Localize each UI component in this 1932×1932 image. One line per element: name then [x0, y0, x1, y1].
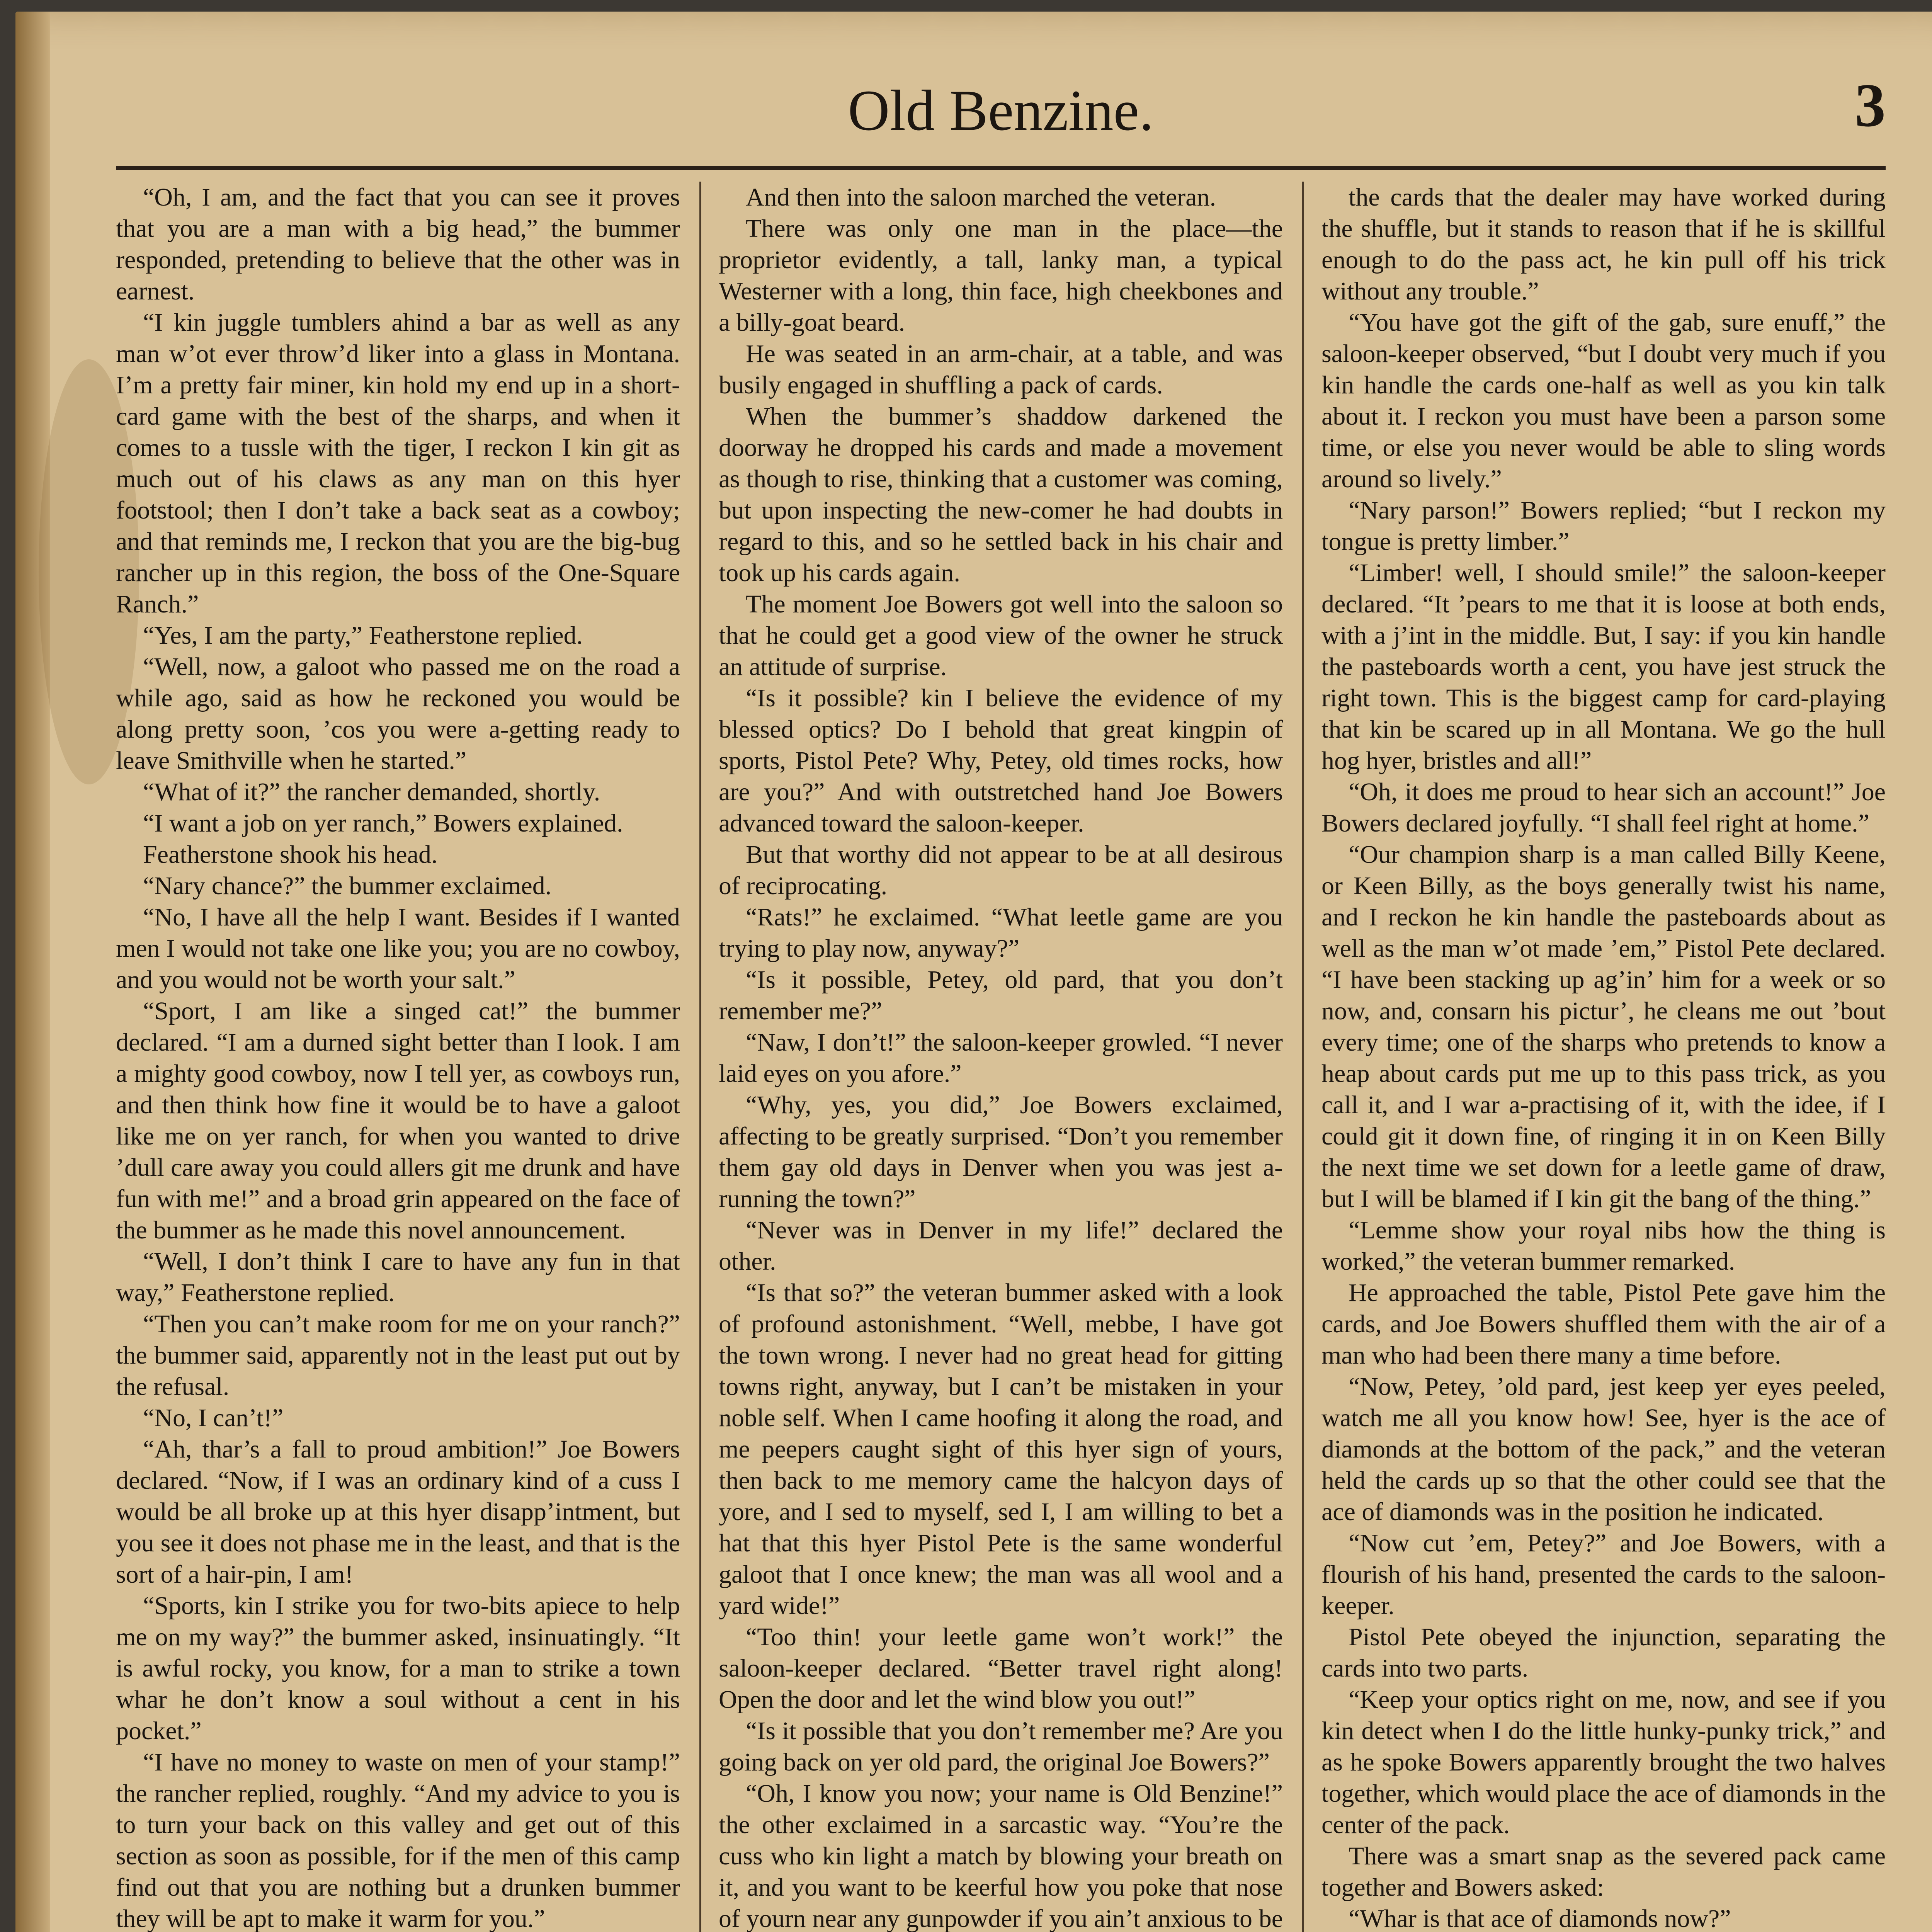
paragraph: “Lemme show your royal nibs how the thing is worked,” the veteran bummer remarked.: [1321, 1216, 1886, 1276]
paragraph: “You have got the gift of the gab, sure enuff,” the saloon-keeper observed, “but I doubt very much if you kin handle the cards one-half as well as you kin talk about it. I reckon you must have been a parson some time, or else you never would be able to sling words around so lively.”: [1321, 308, 1886, 493]
paragraph: “Naw, I don’t!” the saloon-keeper growled. “I never laid eyes on you afore.”: [719, 1028, 1283, 1088]
paragraph: the cards that the dealer may have worked during the shuffle, but it stands to reason that if he is skillful enough to do the pass act, he kin pull off his trick without any trouble.”: [1321, 183, 1886, 305]
paragraph: “Now cut ’em, Petey?” and Joe Bowers, with a flourish of his hand, presented the cards to the saloon-keeper.: [1321, 1529, 1886, 1620]
header-rule: [116, 166, 1886, 170]
paragraph: He was seated in an arm-chair, at a table, and was busily engaged in shuffling a pack of cards.: [719, 340, 1283, 399]
paragraph: “Well, now, a galoot who passed me on the road a while ago, said as how he reckoned you would be along pretty soon, ’cos you were a-getting ready to leave Smithville when he started.”: [116, 653, 680, 775]
paragraph: And then into the saloon marched the veteran.: [746, 183, 1216, 211]
paragraph: “Never was in Denver in my life!” declared the other.: [719, 1216, 1283, 1276]
paragraph: “Now, Petey, ’old pard, jest keep yer eyes peeled, watch me all you know how! See, hyer is the ace of diamonds at the bottom of the pack,” and the veteran held the cards up so that the other could see that the ace of diamonds was in the position he indicated.: [1321, 1372, 1886, 1526]
text-columns: [116, 182, 1886, 1932]
paragraph: The moment Joe Bowers got well into the saloon so that he could get a good view of the owner he struck an attitude of surprise.: [719, 590, 1283, 681]
paragraph: “Whar is that ace of diamonds now?”: [1349, 1905, 1731, 1932]
paragraph: “Limber! well, I should smile!” the saloon-keeper declared. “It ’pears to me that it is loose at both ends, with a j’int in the middle. But, I say: if you kin handle the pasteboards worth a cent, you have jest struck the right town. This is the biggest camp for card-playing that kin be scared up in all Montana. We go the hull hog hyer, bristles and all!”: [1321, 559, 1886, 775]
page-binding: [15, 12, 50, 1932]
paragraph: But that worthy did not appear to be at all desirous of reciprocating.: [719, 840, 1283, 900]
column-divider: [699, 182, 701, 1932]
paragraph: “Sports, kin I strike you for two-bits apiece to help me on my way?” the bummer asked, insinuatingly. “It is awful rocky, you know, for a man to strike a town whar he don’t know a soul without a cent in his pocket.”: [116, 1592, 680, 1745]
paragraph: Pistol Pete obeyed the injunction, separating the cards into two parts.: [1321, 1623, 1886, 1682]
paragraph: “Oh, I am, and the fact that you can see it proves that you are a man with a big head,” the bummer responded, pretending to believe that the other was in earnest.: [116, 183, 680, 305]
paragraph: “Nary parson!” Bowers replied; “but I reckon my tongue is pretty limber.”: [1321, 496, 1886, 556]
column-3: [1321, 182, 1886, 1932]
paragraph: “I have no money to waste on men of your stamp!” the rancher replied, roughly. “And my advice to you is to turn your back on this valley and get out of this section as soon as possible, for if the men of this camp find out that you are nothing but a drunken bummer they will be apt to make it warm for you.”: [116, 1748, 680, 1932]
paragraph: “No, I have all the help I want. Besides if I wanted men I would not take one like you; you are no cowboy, and you would not be worth your salt.”: [116, 903, 680, 994]
paragraph: “Is it possible? kin I believe the evidence of my blessed optics? Do I behold that great kingpin of sports, Pistol Pete? Why, Petey, old times rocks, how are you?” And with outstretched hand Joe Bowers advanced toward the saloon-keeper.: [719, 684, 1283, 837]
paragraph: “Rats!” he exclaimed. “What leetle game are you trying to play now, anyway?”: [719, 903, 1283, 963]
paragraph: “Well, I don’t think I care to have any fun in that way,” Featherstone replied.: [116, 1247, 680, 1307]
paragraph: There was a smart snap as the severed pack came together and Bowers asked:: [1321, 1842, 1886, 1901]
paragraph: “Our champion sharp is a man called Billy Keene, or Keen Billy, as the boys generally twist his name, and I reckon he kin handle the pasteboards about as well as the man w’ot made ’em,” Pistol Pete declared. “I have been stacking up ag’in’ him for a week or so now, and, consarn his pictur’, he cleans me out ’bout every time; one of the sharps who pretends to know a heap about cards put me up to this pass trick, as you call it, and I war a-practising of it, with the idee, if I could git it down fine, of ringing it in on Keen Billy the next time we set down for a leetle game of draw, but I will be blamed if I kin git the bang of the thing.”: [1321, 840, 1886, 1213]
page: [15, 12, 1932, 1932]
paragraph: “No, I can’t!”: [143, 1404, 284, 1432]
paragraph: When the bummer’s shaddow darkened the doorway he dropped his cards and made a movement as though to rise, thinking that a customer was coming, but upon inspecting the new-comer he had doubts in regard to this, and so he settled back in his chair and took up his cards again.: [719, 402, 1283, 587]
paragraph: “Nary chance?” the bummer exclaimed.: [143, 872, 552, 900]
paragraph: “Is that so?” the veteran bummer asked with a look of profound astonishment. “Well, mebbe, I have got the town wrong. I never had no great head for gitting towns right, anyway, but I can’t be mistaken in your noble self. When I came hoofing it along the road, and me peepers caught sight of this hyer sign of yours, then back to me memory came the halcyon days of yore, and I sed to myself, sed I, I am willing to bet a hat that this hyer Pistol Pete is the same wonderful galoot that I once knew; the man was all wool and a yard wide!”: [719, 1279, 1283, 1620]
paragraph: Featherstone shook his head.: [143, 840, 438, 869]
paragraph: “Ah, thar’s a fall to proud ambition!” Joe Bowers declared. “Now, if I was an ordinary kind of a cuss I would be all broke up at this hyer disapp’intment, but you see it does not phase me in the least, and that is the sort of a hair-pin, I am!: [116, 1435, 680, 1588]
paragraph: He approached the table, Pistol Pete gave him the cards, and Joe Bowers shuffled them with the air of a man who had been there many a time before.: [1321, 1279, 1886, 1369]
paragraph: “I kin juggle tumblers ahind a bar as well as any man w’ot ever throw’d liker into a glass in Montana. I’m a pretty fair miner, kin hold my end up in a short-card game with the best of the sharps, and when it comes to a tussle with the tiger, I reckon I kin git as much out of his claws as any man on this hyer footstool; then I don’t take a back seat as a cowboy; and that reminds me, I reckon that you are the big-bug rancher up in this region, the boss of the One-Square Ranch.”: [116, 308, 680, 618]
column-1: [116, 182, 680, 1932]
paragraph: “Too thin! your leetle game won’t work!” the saloon-keeper declared. “Better travel right along! Open the door and let the wind blow you out!”: [719, 1623, 1283, 1714]
running-title: Old Benzine.: [848, 78, 1154, 143]
column-2: [719, 182, 1283, 1932]
paragraph: “Is it possible that you don’t remember me? Are you going back on yer old pard, the original Joe Bowers?”: [719, 1717, 1283, 1776]
page-number: 3: [1855, 71, 1886, 139]
paragraph: “Oh, I know you now; your name is Old Benzine!” the other exclaimed in a sarcastic way. “You’re the cuss who kin light a match by blowing your breath on it, and you want to be keerful how you poke that nose of yourn near any gunpowder if you ain’t anxious to be: [719, 1779, 1283, 1932]
paragraph: “I want a job on yer ranch,” Bowers explained.: [143, 809, 623, 837]
paragraph: “What of it?” the rancher demanded, shortly.: [143, 778, 600, 806]
paragraph: “Is it possible, Petey, old pard, that you don’t remember me?”: [719, 966, 1283, 1025]
page-header: [116, 70, 1886, 162]
paragraph: There was only one man in the place—the proprietor evidently, a tall, lanky man, a typical Westerner with a long, thin face, high cheekbones and a billy-goat beard.: [719, 214, 1283, 337]
paragraph: “Yes, I am the party,” Featherstone replied.: [143, 621, 583, 650]
paragraph: “Why, yes, you did,” Joe Bowers exclaimed, affecting to be greatly surprised. “Don’t you remember them gay old days in Denver when you was jest a-running the town?”: [719, 1091, 1283, 1213]
paragraph: “Sport, I am like a singed cat!” the bummer declared. “I am a durned sight better than I look. I am a mighty good cowboy, now I tell yer, as cowboys run, and then think how fine it would be to have a galoot like me on yer ranch, for when you wanted to drive ’dull care away you could allers git me drunk and have fun with me!” and a broad grin appeared on the face of the bummer as he made this novel announcement.: [116, 997, 680, 1244]
paragraph: “Then you can’t make room for me on your ranch?” the bummer said, apparently not in the least put out by the refusal.: [116, 1310, 680, 1401]
paragraph: “Keep your optics right on me, now, and see if you kin detect when I do the little hunky-punky trick,” and as he spoke Bowers apparently brought the two halves together, which would place the ace of diamonds in the center of the pack.: [1321, 1685, 1886, 1839]
column-1-paragraphs: [116, 182, 680, 1932]
column-divider: [1302, 182, 1304, 1932]
paragraph: “Oh, it does me proud to hear sich an account!” Joe Bowers declared joyfully. “I shall feel right at home.”: [1321, 778, 1886, 837]
